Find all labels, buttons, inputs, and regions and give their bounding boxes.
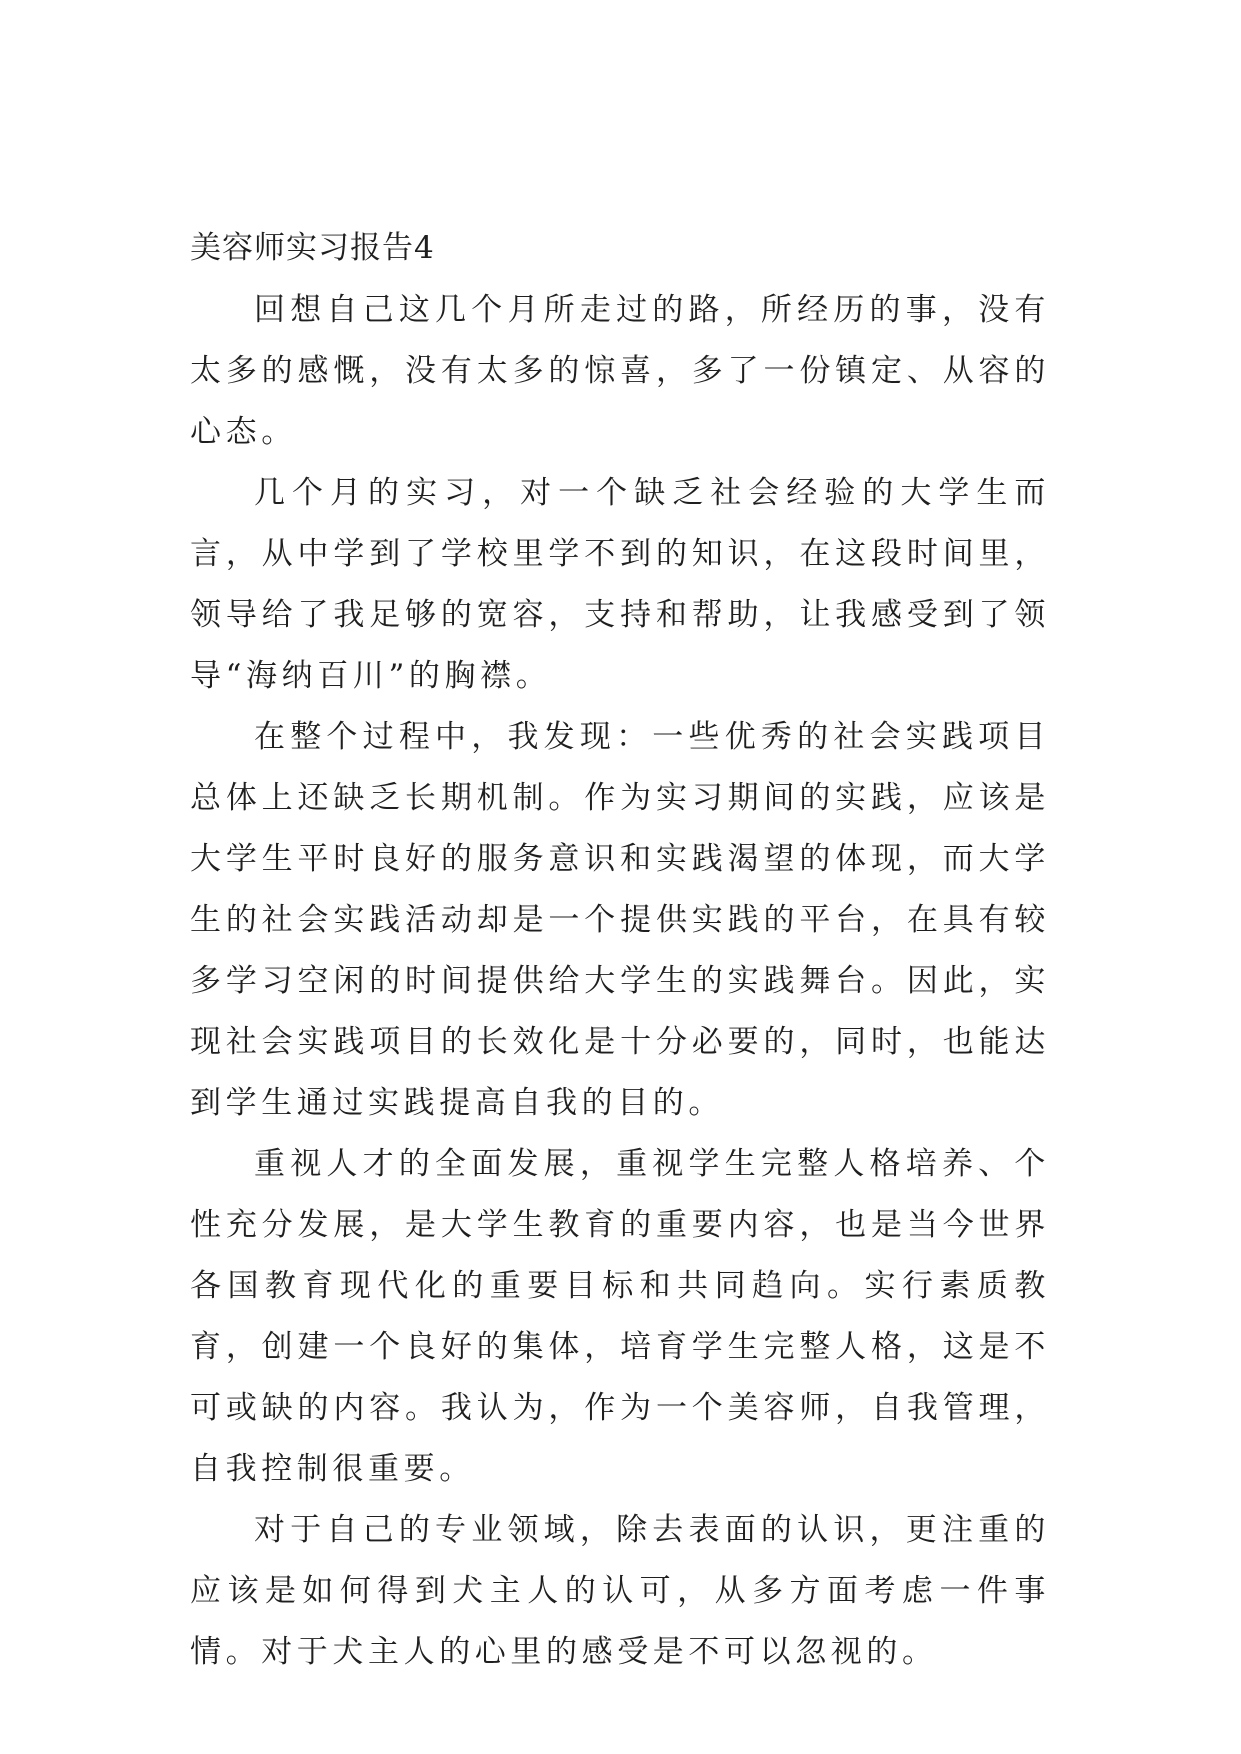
paragraph-2: 几个月的实习，对一个缺乏社会经验的大学生而言，从中学到了学校里学不到的知识，在这段时间里，领导给了我足够的宽容，支持和帮助，让我感受到了领导“海纳百川”的胸襟。 [190, 475, 1050, 694]
paragraph-5: 对于自己的专业领域，除去表面的认识，更注重的应该是如何得到犬主人的认可，从多方面考虑一件事情。对于犬主人的心里的感受是不可以忽视的。 [190, 1512, 1050, 1670]
document-title: 美容师实习报告4 [190, 230, 435, 266]
paragraph-1: 回想自己这几个月所走过的路，所经历的事，没有太多的感慨，没有太多的惊喜，多了一份镇定、从容的心态。 [190, 292, 1050, 450]
paragraph-3: 在整个过程中，我发现：一些优秀的社会实践项目总体上还缺乏长期机制。作为实习期间的实践，应该是大学生平时良好的服务意识和实践渴望的体现，而大学生的社会实践活动却是一个提供实践的平台，在具有较多学习空闲的时间提供给大学生的实践舞台。因此，实现社会实践项目的长效化是十分必要的，同时，也能达到学生通过实践提高自我的目的。 [190, 719, 1050, 1121]
paragraph-4: 重视人才的全面发展，重视学生完整人格培养、个性充分发展，是大学生教育的重要内容，也是当今世界各国教育现代化的重要目标和共同趋向。实行素质教育，创建一个良好的集体，培育学生完整人格，这是不可或缺的内容。我认为，作为一个美容师，自我管理，自我控制很重要。 [190, 1146, 1050, 1487]
document-body [190, 218, 1050, 1683]
